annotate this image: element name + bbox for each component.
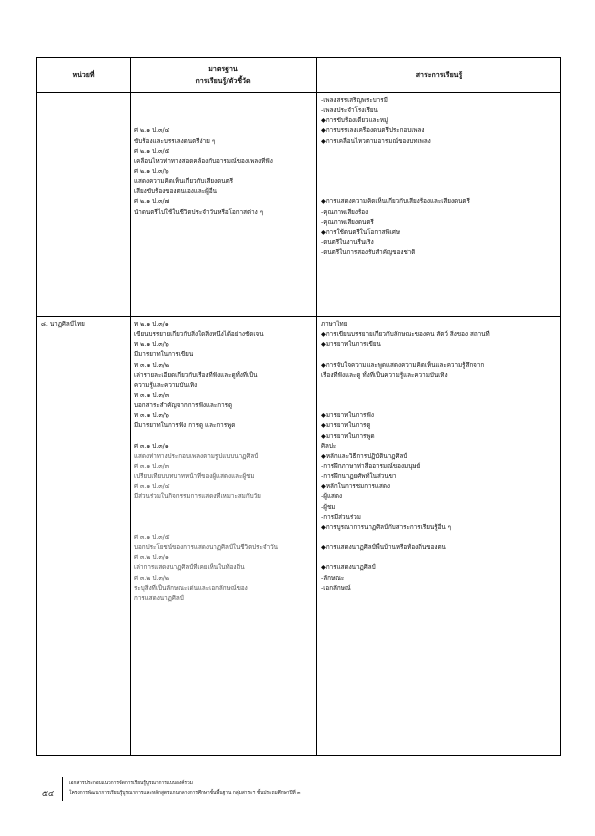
- standard-line: ศ ๓.๑ ป.๓/๑: [134, 442, 169, 450]
- content-line: ◆หลักในการชมการแสดง: [321, 483, 390, 491]
- page-number: ๕๔: [42, 789, 55, 798]
- standard-line: [134, 432, 314, 442]
- standard-line: ขับร้องและบรรเลงดนตรีง่าย ๆ: [134, 137, 216, 145]
- content-line: ◆มารยาทในการเขียน: [321, 341, 381, 349]
- content-line: ◆การแสดงนาฏศิลป์: [321, 564, 376, 572]
- content-line: -เพลงประจำโรงเรียน: [321, 107, 378, 115]
- standard-line: ศ ๒.๑ ป.๓/๔: [134, 127, 170, 135]
- standard-line: มีส่วนร่วมในกิจกรรมการแสดงที่เหมาะสมกับวัย: [134, 493, 261, 501]
- standard-line: ศ ๓.๒ ป.๓/๑: [134, 554, 169, 562]
- content-line: -คุณภาพเสียงดนตรี: [321, 218, 374, 226]
- content-line: เรื่องที่ฟังและดู ทั้งที่เป็นความรู้และความบันเทิง: [321, 371, 448, 379]
- row2-content: [321, 320, 559, 594]
- standard-line: เคลื่อนไหวท่าทางสอดคล้องกับอารมณ์ของเพลงที่ฟัง: [134, 157, 273, 165]
- column-divider: [316, 58, 317, 755]
- content-line: -ลักษณะ: [321, 574, 345, 582]
- header-standards-line2: การเรียนรู้/ตัวชี้วัด: [195, 77, 251, 85]
- standard-line: ท ๒.๑ ป.๓/๖: [134, 341, 169, 349]
- standard-line: บอกสาระสำคัญจากการฟังและการดู: [134, 402, 233, 410]
- standard-line: นำดนตรีไปใช้ในชีวิตประจำวันหรือโอกาสต่าง ๆ: [134, 208, 264, 216]
- standard-line: เสียงขับร้องของตนเองและผู้อื่น: [134, 188, 217, 196]
- standard-line: ท ๓.๑ ป.๓/๓: [134, 391, 170, 399]
- content-line: -ผู้ชม: [321, 503, 336, 511]
- content-line: [321, 391, 559, 401]
- content-line: ◆การบรรเลงเครื่องดนตรีประกอบเพลง: [321, 127, 425, 135]
- standard-line: แสดงความคิดเห็นเกี่ยวกับเสียงดนตรี: [134, 178, 234, 186]
- standard-line: ศ ๒.๑ ป.๓/๗: [134, 198, 170, 206]
- content-line: -เอกลักษณ์: [321, 584, 351, 592]
- standard-line: ศ ๓.๑ ป.๓/๓: [134, 462, 170, 470]
- header-standards-line1: มาตรฐาน: [208, 65, 238, 73]
- content-line: -การฝึกนาฏยศัพท์ในส่วนขา: [321, 473, 397, 481]
- header-content-label: สาระการเรียนรู้: [415, 71, 463, 79]
- standard-line: ศ ๒.๑ ป.๓/๖: [134, 167, 169, 175]
- header-standards: [130, 58, 316, 92]
- standard-line: ท ๓.๑ ป.๓/๖: [134, 412, 169, 420]
- standard-line: [134, 513, 314, 523]
- unit-label: [41, 96, 127, 106]
- standard-line: บอกประโยชน์ของการแสดงนาฏศิลป์ในชีวิตประจำวัน: [134, 544, 278, 552]
- standard-line: [134, 503, 314, 513]
- header-unit-label: หน่วยที่: [72, 71, 95, 79]
- curriculum-table: [36, 57, 561, 756]
- content-line: -ผู้แสดง: [321, 493, 343, 501]
- content-line: ◆การบูรณาการนาฏศิลป์กับสาระการเรียนรู้อื่น ๆ: [321, 523, 452, 531]
- footer-line-1: เอกสารประกอบแนวการจัดการเรียนรู้บูรณาการแบบองค์รวม: [69, 781, 193, 786]
- content-line: -การฝึกภาษาท่าสื่ออารมณ์ของมนุษย์: [321, 462, 421, 470]
- unit-label: ๘. นาฏศิลป์ไทย: [41, 321, 85, 328]
- content-line: [321, 147, 559, 157]
- standard-line: มีมารยาทในการฟัง การดู และการพูด: [134, 422, 236, 430]
- standard-line: ศ ๓.๒ ป.๓/๒: [134, 574, 170, 582]
- content-line: ภาษาไทย: [321, 321, 348, 328]
- standard-line: ท ๓.๑ ป.๓/๒: [134, 361, 170, 369]
- content-line: ◆การเคลื่อนไหวตามอารมณ์ของบทเพลง: [321, 137, 431, 145]
- row2-unit: [41, 320, 127, 330]
- header-unit: [37, 58, 130, 92]
- standard-line: [134, 523, 314, 533]
- content-line: ◆การแสดงความคิดเห็นเกี่ยวกับเสียงร้องและเสียงดนตรี: [321, 198, 470, 206]
- content-line: [321, 553, 559, 563]
- content-line: [321, 350, 559, 360]
- row-divider: [37, 316, 560, 317]
- standard-line: การแสดงนาฏศิลป์: [134, 594, 184, 602]
- header-divider: [37, 92, 560, 93]
- column-divider: [130, 58, 131, 755]
- content-line: ◆การเขียนบรรยายเกี่ยวกับลักษณะของคน สัตว์ สิ่งของ สถานที่: [321, 331, 490, 339]
- standard-line: ศ ๒.๑ ป.๓/๕: [134, 147, 170, 155]
- content-line: [321, 381, 559, 391]
- row1-content: [321, 96, 559, 258]
- standard-line: ระบุสิ่งที่เป็นลักษณะเด่นและเอกลักษณ์ของ: [134, 584, 248, 592]
- content-line: [321, 177, 559, 187]
- standard-line: เล่าการแสดงนาฏศิลป์ที่เคยเห็นในท้องถิ่น: [134, 564, 245, 572]
- standard-line: ท ๒.๑ ป.๓/๑: [134, 321, 169, 328]
- row1-unit: [41, 96, 127, 106]
- standard-line: ศ ๓.๑ ป.๓/๔: [134, 483, 170, 491]
- content-line: -เพลงสรรเสริญพระบารมี: [321, 97, 388, 104]
- content-line: [321, 157, 559, 167]
- content-line: [321, 187, 559, 197]
- header-content: [316, 58, 562, 92]
- standard-line: เล่ารายละเอียดเกี่ยวกับเรื่องที่ฟังและดูทั้งที่เป็น: [134, 371, 258, 379]
- content-line: -การมีส่วนร่วม: [321, 513, 361, 521]
- footer-divider: [62, 777, 63, 801]
- standard-line: ศ ๓.๑ ป.๓/๕: [134, 533, 170, 541]
- content-line: ◆มารยาทในการฟัง: [321, 412, 374, 420]
- content-line: ศิลปะ: [321, 442, 337, 450]
- content-line: [321, 533, 559, 543]
- content-line: ◆การแสดงนาฏศิลป์พื้นบ้านหรือท้องถิ่นของตน: [321, 544, 446, 552]
- content-line: -คุณภาพเสียงร้อง: [321, 208, 369, 216]
- content-line: [321, 401, 559, 411]
- content-line: ◆การจับใจความและพูดแสดงความคิดเห็นและความรู้สึกจาก: [321, 361, 485, 369]
- content-line: -ดนตรีในการสองรับสำคัญของชาติ: [321, 249, 416, 257]
- content-line: -ดนตรีในงานรื่นเริง: [321, 238, 374, 246]
- page-footer: [36, 775, 561, 805]
- standard-line: เขียนบรรยายเกี่ยวกับสิ่งใดสิ่งหนึ่งได้อย่างชัดเจน: [134, 331, 264, 339]
- standard-line: [134, 116, 314, 126]
- content-line: ◆การขับร้องเดี่ยวและหมู่: [321, 117, 389, 125]
- standard-line: มีมารยาทในการเขียน: [134, 351, 194, 359]
- content-line: ◆มารยาทในการพูด: [321, 432, 375, 440]
- content-line: ◆มารยาทในการดู: [321, 422, 371, 430]
- standard-line: [134, 96, 314, 106]
- footer-line-2: โครงการพัฒนาการเรียนรู้บูรณาการและหลักสูตรแกนกลางการศึกษาขั้นพื้นฐาน กลุ่มสาระฯ ชั้นประถมศึกษาปีที่ ๓: [69, 791, 301, 796]
- content-line: [321, 167, 559, 177]
- content-line: ◆การใช้ดนตรีในโอกาสพิเศษ: [321, 228, 400, 236]
- content-line: ◆หลักและวิธีการปฏิบัตินาฏศิลป์: [321, 452, 408, 460]
- row1-standards: [134, 96, 314, 218]
- standard-line: ความรู้และความบันเทิง: [134, 381, 198, 389]
- row2-standards: [134, 320, 314, 604]
- standard-line: เปรียบเทียบบทบาทหน้าที่ของผู้แสดงและผู้ชม: [134, 473, 255, 481]
- standard-line: [134, 106, 314, 116]
- standard-line: แสดงท่าทางประกอบเพลงตามรูปแบบนาฏศิลป์: [134, 452, 259, 460]
